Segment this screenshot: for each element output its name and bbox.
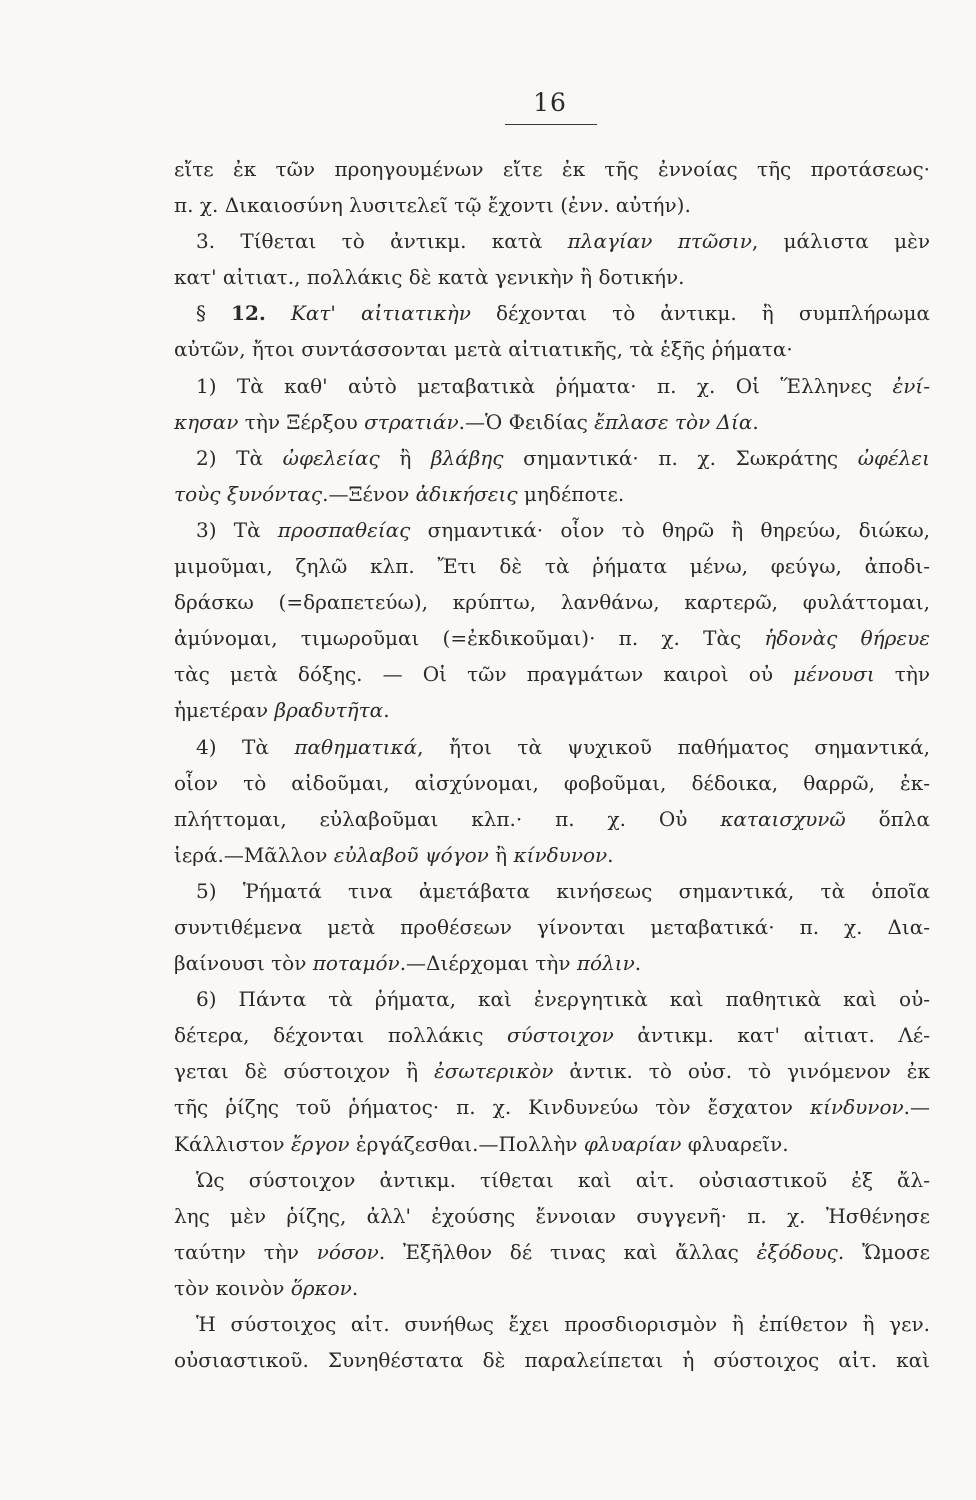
italic-term: βραδυτῆτα [274,698,384,723]
text-segment: τῆς ῥίζης τοῦ ῥήματος· π. χ. Κινδυνεύω τὸν ἔσχατον [174,1095,810,1120]
text-line [174,512,930,548]
text-segment: π. χ. Δικαιοσύνη λυσιτελεῖ τῷ ἔχοντι (ἐνν. αὐτήν). [174,193,691,218]
text-segment: 2) Τὰ [196,445,283,470]
text-line [174,1053,930,1089]
text-segment: βαίνουσι τὸν [174,951,313,976]
text-segment: οὐσιαστικοῦ. Συνηθέστατα δὲ παραλείπεται ἡ σύστοιχος αἰτ. καὶ [174,1348,930,1373]
italic-term: εὐλαβοῦ ψόγον [333,842,489,867]
text-segment: δέτερα, δέχονται πολλάκις [174,1023,508,1048]
text-segment: δράσκω (=δραπετεύω), κρύπτω, λανθάνω, καρτερῶ, φυλάττομαι, [174,590,930,615]
text-line [174,801,930,837]
text-segment: 6) Πάντα τὰ ῥήματα, καὶ ἐνεργητικὰ καὶ παθητικὰ καὶ οὐ- [196,987,930,1012]
italic-term: τοὺς ξυνόντας [174,481,323,506]
text-line [174,620,930,656]
text-line [174,1089,930,1125]
italic-term: ὠφελείας [282,445,380,470]
text-line [174,692,930,728]
italic-term: ὅρκον [290,1275,352,1300]
italic-term: βλάβης [430,445,504,470]
text-line [174,440,930,476]
text-segment: φλυαρεῖν. [681,1131,789,1156]
italic-term: πλαγίαν πτῶσιν [567,229,752,254]
text-segment: τὴν Ξέρξου [238,409,365,434]
text-segment: εἴτε ἐκ τῶν προηγουμένων εἴτε ἐκ τῆς ἐννοίας τῆς προτάσεως· [174,157,930,181]
italic-term: ἐσωτερικὸν [434,1059,554,1084]
text-line [174,476,930,512]
text-segment: ἀντικμ. κατ' αἰτιατ. Λέ- [613,1023,930,1048]
text-segment: αὐτῶν, ἤτοι συντάσσονται μετὰ αἰτιατικῆς, τὰ ἑξῆς ῥήματα· [174,337,793,362]
text-segment: 4) Τὰ [196,734,295,759]
italic-term: νόσον [316,1239,379,1264]
text-line [174,259,930,295]
italic-term: ἔργον [290,1131,350,1156]
text-line [174,981,930,1017]
text-segment: ἀντικ. τὸ οὐσ. τὸ γινόμενον ἐκ [553,1059,930,1084]
text-segment: τὸν κοινὸν [174,1275,291,1300]
text-line [174,1162,930,1198]
text-segment [266,301,291,325]
italic-term: στρατιάν [364,409,459,434]
text-segment: κατ' αἰτιατ., πολλάκις δὲ κατὰ γενικὴν ἢ δοτικήν. [174,265,685,290]
text-line [174,656,930,692]
text-segment: 5) Ῥήματά τινα ἀμετάβατα κινήσεως σημαντικά, τὰ ὁποῖα [196,878,930,903]
text-line [174,404,930,440]
text-segment: ἡμετέραν [174,698,275,723]
text-line [174,1270,930,1306]
text-segment: μηδέποτε. [517,481,625,506]
text-line [174,151,930,187]
text-line [174,223,930,259]
italic-term: ἐξόδους [756,1239,838,1264]
text-segment: , ἤτοι τὰ ψυχικοῦ παθήματος σημαντικά, [417,734,930,759]
text-segment: ταύτην τὴν [174,1239,317,1264]
text-line [174,765,930,801]
text-segment: σημαντικά· οἷον τὸ θηρῶ ἢ θηρεύω, διώκω, [410,517,930,542]
italic-term: σύστοιχον [507,1023,614,1048]
text-segment: .—Διέρχομαι τὴν [399,951,577,976]
italic-term: κίνδυνον [809,1095,904,1120]
italic-term: ἔπλασε τὸν Δία [594,409,753,434]
text-line [174,945,930,981]
text-segment: δέχονται τὸ ἀντικμ. ἢ συμπλήρωμα [470,301,930,326]
text-segment: ἱερά.—Μᾶλλον [174,842,334,867]
text-segment: συντιθέμενα μετὰ προθέσεων γίνονται μεταβατικά· π. χ. Δια- [174,914,930,939]
text-segment: § [196,301,232,326]
text-segment: ἢ [379,445,431,470]
italic-term: ἀδικήσεις [415,481,518,506]
text-segment: 3. Τίθεται τὸ ἀντικμ. κατὰ [196,229,568,254]
text-segment: λης μὲν ῥίζης, ἀλλ' ἐχούσης ἔννοιαν συγγενῆ· π. χ. Ἠσθένησε [174,1203,930,1228]
text-line [174,1306,930,1342]
text-segment: .—Ξένον [322,481,416,506]
italic-term: προσπαθείας [277,517,411,542]
text-segment: Ἡ σύστοιχος αἰτ. συνήθως ἔχει προσδιορισμὸν ἢ ἐπίθετον ἢ γεν. [196,1312,930,1336]
text-line [174,1234,930,1270]
italic-term: φλυαρίαν [583,1131,682,1156]
italic-term: παθηματικά [294,734,418,759]
text-segment: 3) Τὰ [196,517,278,542]
italic-term: κίνδυνον [513,842,608,867]
text-segment: . Ὤμοσε [837,1239,930,1264]
text-line [174,584,930,620]
italic-term: καταισχυνῶ [720,806,846,831]
text-line [174,187,930,223]
italic-term: ἐνί- [892,373,930,398]
text-line [174,368,930,404]
text-segment: τὴν [874,662,930,687]
text-segment: ἀμύνομαι, τιμωροῦμαι (=ἐκδικοῦμαι)· π. χ. Τὰς [174,626,765,651]
text-line [174,909,930,945]
text-segment: . [752,409,759,434]
text-segment: τὰς μετὰ δόξης. — Οἱ τῶν πραγμάτων καιροὶ οὐ [174,662,794,687]
text-line [174,1198,930,1234]
italic-term: ὠφέλει [857,445,930,470]
text-line [174,873,930,909]
text-line [174,729,930,765]
text-segment: . [634,951,642,976]
italic-term: Κατ' αἰτιατικὴν [290,301,471,326]
text-line [174,837,930,873]
text-segment: .—Ὁ Φειδίας [458,409,595,434]
text-segment: πλήττομαι, εὐλαβοῦμαι κλπ.· π. χ. Οὐ [174,806,721,831]
text-segment: γεται δὲ σύστοιχον ἢ [174,1059,435,1084]
text-segment: 1) Τὰ καθ' αὑτὸ μεταβατικὰ ῥήματα· π. χ. Οἱ Ἕλληνες [196,373,893,398]
section-number: 12. [231,301,266,326]
italic-term: ἡδονὰς θήρευε [764,626,930,651]
text-segment: . [383,698,390,723]
italic-term: ποταμόν [312,951,400,976]
italic-term: πόλιν [576,951,635,976]
text-segment: , μάλιστα μὲν [751,229,930,254]
italic-term: μένουσι [793,662,875,687]
text-segment: .— [903,1095,930,1120]
text-segment: Ὡς σύστοιχον ἀντικμ. τίθεται καὶ αἰτ. οὐσιαστικοῦ ἐξ ἄλ- [196,1167,930,1192]
text-line [174,548,930,584]
text-segment: . [607,842,614,867]
page-number: 16 [533,88,567,117]
text-segment: . Ἐξῆλθον δέ τινας καὶ ἄλλας [378,1239,757,1264]
italic-term: κησαν [174,409,239,434]
page-number-rule [505,124,597,125]
text-segment: . [351,1275,359,1300]
text-segment: οἷον τὸ αἰδοῦμαι, αἰσχύνομαι, φοβοῦμαι, δέδοικα, θαρρῶ, ἐκ- [174,770,930,795]
text-line [174,1017,930,1053]
text-line [174,1342,930,1378]
text-segment: Κάλλιστον [174,1131,291,1156]
text-line [174,331,930,367]
text-line [174,295,930,331]
body-text [174,151,930,1378]
text-segment: ἐργάζεσθαι.—Πολλὴν [349,1131,584,1156]
text-segment: ὅπλα [845,806,930,831]
text-segment: μιμοῦμαι, ζηλῶ κλπ. Ἔτι δὲ τὰ ῥήματα μένω, φεύγω, ἀποδι- [174,554,930,579]
text-segment: σημαντικά· π. χ. Σωκράτης [503,445,858,470]
text-line [174,1126,930,1162]
text-segment: ἢ [488,842,514,867]
